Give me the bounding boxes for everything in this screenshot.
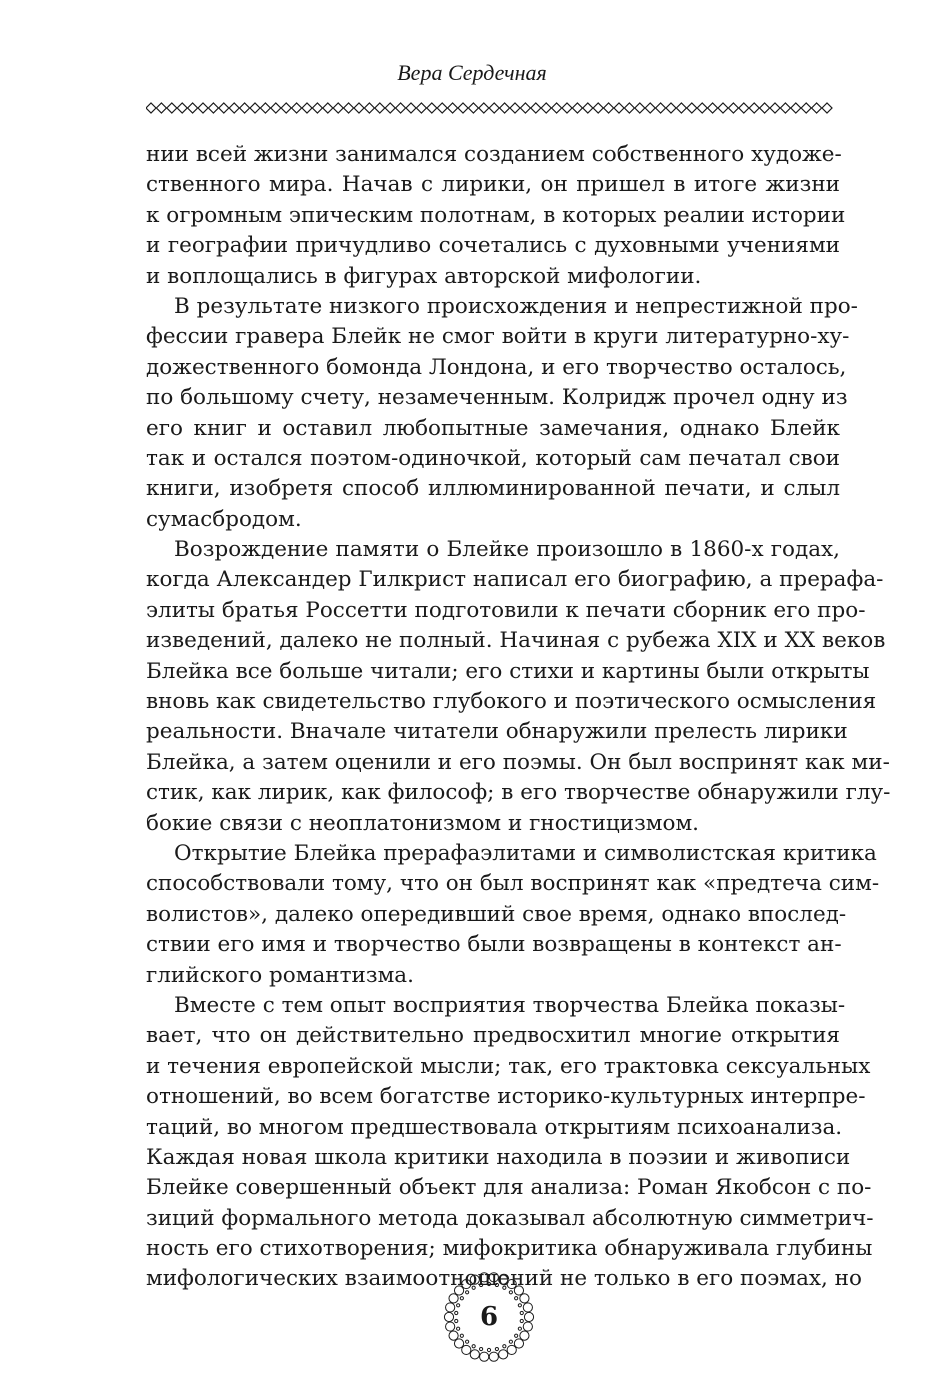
text-line: таций, во многом предшествовала открытиям психоанализа. — [146, 1114, 843, 1140]
text-line: вает, что он действительно предвосхитил многие открытия — [146, 1023, 840, 1049]
text-line: Возрождение памяти о Блейке произошло в 1860-х годах, — [174, 537, 840, 563]
text-line: его книг и оставил любопытные замечания, однако Блейк — [146, 415, 840, 441]
text-line: реальности. Вначале читатели обнаружили прелесть лирики — [146, 719, 848, 745]
text-line: так и остался поэтом-одиночкой, который сам печатал свои — [146, 445, 840, 471]
page-number: 6 — [479, 1302, 499, 1332]
text-line: Каждая новая школа критики находила в поэзии и живописи — [146, 1144, 851, 1170]
text-line: вновь как свидетельство глубокого и поэтического осмысления — [146, 689, 877, 715]
text-line: фессии гравера Блейк не смог войти в круги литературно-ху- — [146, 324, 850, 350]
text-line: бокие связи с неоплатонизмом и гностицизмом. — [146, 810, 700, 836]
text-line: и воплощались в фигурах авторской мифологии. — [146, 263, 702, 289]
text-line: когда Александер Гилкрист написал его биографию, а прерафа- — [146, 567, 884, 593]
text-line: отношений, во всем богатстве историко-культурных интерпре- — [146, 1084, 866, 1110]
text-line: и течения европейской мысли; так, его трактовка сексуальных — [146, 1053, 871, 1079]
text-line: стик, как лирик, как философ; в его творчестве обнаружили глу- — [146, 780, 891, 806]
text-line: мифологических взаимоотношений не только в его поэмах, но — [146, 1266, 862, 1292]
text-line: ствии его имя и творчество были возвращены в контекст ан- — [146, 932, 842, 958]
decorative-rule — [146, 98, 840, 118]
text-line: В результате низкого происхождения и непрестижной про- — [174, 293, 858, 319]
page-number-ornament — [442, 1270, 536, 1364]
text-line: волистов», далеко опередивший свое время, однако впослед- — [146, 901, 847, 927]
text-line: способствовали тому, что он был воспринят как «предтеча сим- — [146, 871, 880, 897]
text-line: ственного мира. Начав с лирики, он пришел в итоге жизни — [146, 172, 840, 198]
text-line: зиций формального метода доказывал абсолютную симметрич- — [146, 1205, 874, 1231]
text-line: Блейка все больше читали; его стихи и картины были открыты — [146, 658, 870, 684]
text-line: Вместе с тем опыт восприятия творчества Блейка показы- — [174, 992, 846, 1018]
text-line: нии всей жизни занимался созданием собственного художе- — [146, 142, 842, 167]
text-line: и географии причудливо сочетались с духовными учениями — [146, 233, 840, 259]
text-line: сумасбродом. — [146, 506, 302, 532]
text-line: ность его стихотворения; мифокритика обнаруживала глубины — [146, 1236, 873, 1262]
text-line: к огромным эпическим полотнам, в которых реалии истории — [146, 202, 846, 228]
text-line: по большому счету, незамеченным. Колридж прочел одну из — [146, 385, 848, 411]
body-text — [146, 140, 891, 1295]
text-line: элиты братья Россетти подготовили к печати сборник его про- — [146, 597, 866, 623]
text-line: Блейка, а затем оценили и его поэмы. Он был воспринят как ми- — [146, 749, 890, 775]
text-line: Открытие Блейка прерафаэлитами и символистская критика — [174, 840, 877, 866]
text-line: изведений, далеко не полный. Начиная с рубежа XIX и XX веков — [146, 628, 886, 654]
text-line: Блейке совершенный объект для анализа: Роман Якобсон с по- — [146, 1175, 872, 1201]
text-line: книги, изобретя способ иллюминированной печати, и слыл — [146, 476, 840, 502]
text-line: глийского романтизма. — [146, 962, 414, 988]
text-line: дожественного бомонда Лондона, и его творчество осталось, — [146, 354, 847, 380]
running-header: Вера Сердечная — [397, 60, 547, 85]
